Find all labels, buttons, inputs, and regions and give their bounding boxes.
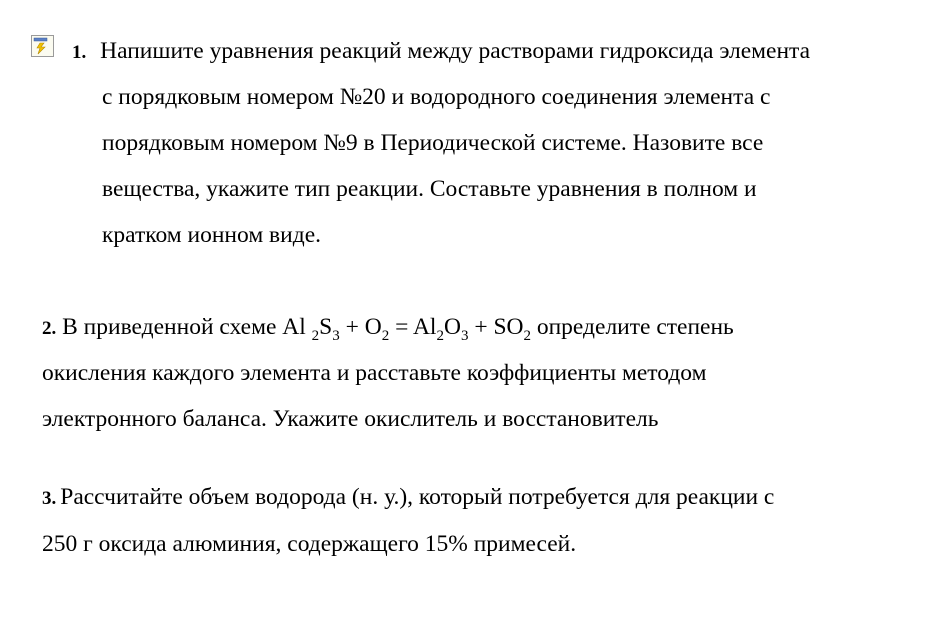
comment-note-icon[interactable] — [31, 35, 54, 57]
task3-text-1: Рассчитайте объем водорода (н. у.), который потребуется для реакции с — [60, 484, 775, 510]
task3-line-2: 250 г оксида алюминия, содержащего 15% примесей. — [42, 531, 577, 557]
task1-line-4: вещества, укажите тип реакции. Составьте уравнения в полном и — [102, 176, 757, 202]
task3-line-1 — [42, 482, 774, 514]
task1-line-1 — [72, 36, 810, 68]
task1-line-3: порядковым номером №9 в Периодической системе. Назовите все — [102, 130, 764, 156]
task2-tail: определите степень — [536, 314, 734, 340]
task1-line-2: с порядковым номером №20 и водородного соединения элемента с — [102, 84, 771, 110]
task2-line-1 — [42, 312, 734, 344]
chemical-equation: Al $_2S_3 + O_2 = Al_2O_3 + SO_2$ — [282, 314, 531, 344]
task3-number: 3. — [42, 488, 57, 509]
task2-intro: В приведенной схеме — [62, 314, 277, 340]
task1-line-5: кратком ионном виде. — [102, 222, 321, 248]
task2-number: 2. — [42, 318, 57, 339]
task2-line-3: электронного баланса. Укажите окислитель и восстановитель — [42, 406, 659, 432]
task1-number: 1. — [72, 42, 87, 63]
task2-line-2: окисления каждого элемента и расставьте коэффициенты методом — [42, 360, 707, 386]
task1-text-1: Напишите уравнения реакций между растворами гидроксида элемента — [100, 38, 811, 64]
